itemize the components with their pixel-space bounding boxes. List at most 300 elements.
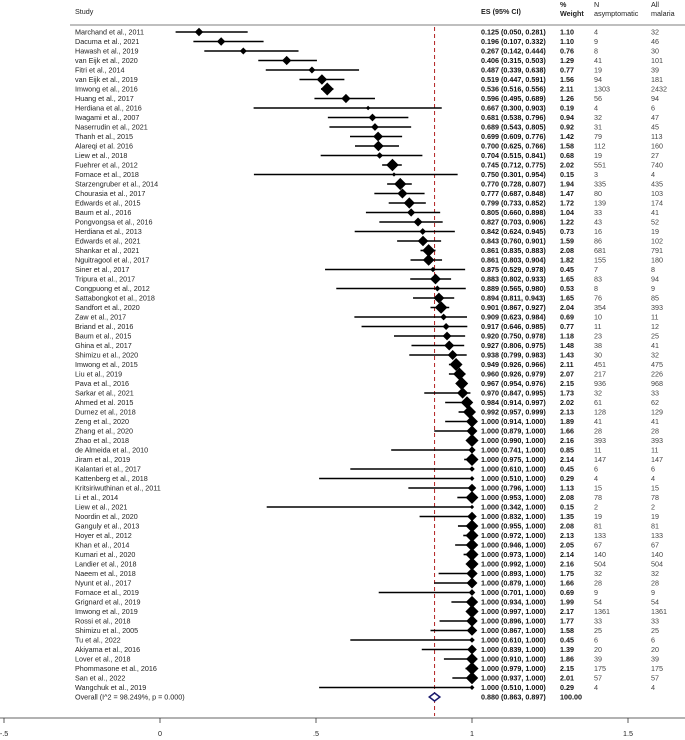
n-asymptomatic: 2 (594, 502, 598, 512)
study-row (75, 427, 659, 436)
all-malaria: 1361 (651, 607, 667, 616)
all-malaria: 19 (651, 227, 659, 236)
weight: 1.86 (560, 654, 574, 664)
effect-size: 1.000 (0.741, 1.000) (481, 445, 546, 455)
n-asymptomatic: 7 (594, 265, 598, 274)
n-asymptomatic: 1303 (594, 84, 610, 94)
study-name: Noordin et al., 2020 (75, 512, 138, 521)
all-malaria: 147 (651, 455, 663, 464)
study-name: Pava et al., 2016 (75, 379, 129, 388)
all-malaria: 39 (651, 654, 659, 664)
study-name: Fitri et al., 2014 (75, 65, 125, 75)
study-row (75, 484, 659, 493)
effect-size: 1.000 (0.610, 1.000) (481, 635, 546, 645)
weight: 0.77 (560, 322, 574, 331)
point-estimate-marker (308, 67, 315, 74)
study-name: Starzengruber et al., 2014 (75, 179, 159, 189)
weight: 2.13 (560, 407, 574, 417)
weight: 2.08 (560, 246, 574, 255)
study-name: San et al., 2022 (75, 673, 126, 683)
n-asymptomatic: 86 (594, 236, 602, 246)
all-malaria: 4 (651, 474, 655, 483)
point-estimate-marker (466, 672, 478, 684)
effect-size: 0.909 (0.623, 0.984) (481, 312, 546, 322)
effect-size: 1.000 (0.510, 1.000) (481, 474, 546, 483)
all-malaria: 103 (651, 189, 663, 198)
study-name: Shimizu et al., 2020 (75, 350, 139, 360)
all-malaria: 8 (651, 265, 655, 274)
all-malaria: 41 (651, 341, 659, 350)
point-estimate-marker (467, 625, 478, 636)
weight: 1.72 (560, 198, 574, 208)
x-tick-label: 1 (470, 729, 474, 738)
study-name: Imwong et al., 2015 (75, 360, 138, 369)
all-malaria: 475 (651, 360, 663, 369)
all-malaria: 791 (651, 246, 663, 255)
study-name: Ganguly et al., 2013 (75, 521, 140, 531)
point-estimate-marker (394, 178, 406, 190)
effect-size: 1.000 (0.893, 1.000) (481, 569, 546, 578)
effect-size: 0.519 (0.447, 0.591) (481, 75, 546, 84)
effect-size: 0.770 (0.728, 0.807) (481, 179, 546, 189)
point-estimate-marker (341, 94, 350, 103)
effect-size: 1.000 (0.879, 1.000) (481, 426, 546, 436)
all-malaria: 32 (651, 350, 659, 360)
effect-size: 0.875 (0.529, 0.978) (481, 265, 546, 274)
study-name: Liu et al., 2019 (75, 369, 123, 379)
weight: 0.92 (560, 122, 574, 132)
n-asymptomatic: 1361 (594, 607, 610, 616)
study-name: Naserrudin et al., 2021 (75, 122, 148, 132)
all-malaria: 28 (651, 578, 659, 588)
study-name: Chourasia et al., 2017 (75, 189, 146, 198)
effect-size: 0.970 (0.847, 0.995) (481, 388, 546, 398)
effect-size: 0.920 (0.750, 0.978) (481, 331, 546, 341)
n-asymptomatic: 9 (594, 37, 598, 46)
study-name: Imwong et al., 2019 (75, 607, 138, 616)
point-estimate-marker (392, 172, 396, 176)
effect-size: 0.704 (0.515, 0.841) (481, 151, 546, 160)
weight: 0.29 (560, 683, 574, 692)
study-row (75, 370, 663, 379)
n-asymptomatic: 11 (594, 445, 602, 455)
all-malaria: 174 (651, 198, 663, 208)
n-asymptomatic: 23 (594, 331, 602, 341)
study-name: Zhao et al., 2018 (75, 436, 129, 445)
all-malaria: 11 (651, 445, 659, 455)
n-asymptomatic: 39 (594, 654, 602, 664)
study-name: Nyunt et al., 2017 (75, 578, 132, 588)
point-estimate-marker (240, 48, 247, 55)
study-row (75, 417, 659, 426)
all-malaria: 175 (651, 664, 663, 673)
weight: 0.94 (560, 113, 574, 122)
point-estimate-marker (466, 491, 479, 504)
weight: 1.42 (560, 132, 574, 141)
all-malaria: 54 (651, 597, 659, 607)
study-name: Marchand et al., 2011 (75, 27, 144, 37)
weight: 2.04 (560, 303, 574, 312)
weight: 1.66 (560, 426, 574, 436)
weight: 1.18 (560, 331, 574, 341)
n-asymptomatic: 8 (594, 284, 598, 293)
n-asymptomatic: 81 (594, 521, 602, 531)
all-malaria: 57 (651, 673, 659, 683)
study-row (75, 645, 659, 654)
point-estimate-marker (373, 132, 383, 142)
all-malaria: 101 (651, 56, 663, 65)
all-malaria: 46 (651, 37, 659, 46)
study-row (75, 598, 659, 607)
overall-row (75, 693, 582, 702)
all-malaria: 78 (651, 493, 659, 502)
all-malaria: 435 (651, 179, 663, 189)
weight: 1.47 (560, 189, 574, 198)
effect-size: 1.000 (0.342, 1.000) (481, 502, 546, 512)
weight: 1.22 (560, 217, 574, 227)
header-n-1: N (594, 0, 600, 9)
study-name: Zaw et al., 2017 (75, 312, 127, 322)
effect-size: 0.689 (0.543, 0.805) (481, 122, 546, 132)
study-name: Nguitragool et al., 2017 (75, 255, 150, 265)
n-asymptomatic: 4 (594, 683, 598, 692)
n-asymptomatic: 335 (594, 179, 606, 189)
study-name: Sattabongkot et al., 2018 (75, 293, 155, 303)
effect-size: 0.992 (0.957, 0.999) (481, 407, 546, 417)
study-name: Ghina et al., 2017 (75, 341, 132, 350)
weight: 1.56 (560, 75, 574, 84)
study-name: Lover et al., 2018 (75, 654, 131, 664)
all-malaria: 33 (651, 388, 659, 398)
n-asymptomatic: 28 (594, 426, 602, 436)
study-name: Hoyer et al., 2012 (75, 531, 132, 540)
study-row (75, 332, 659, 341)
effect-size: 1.000 (0.910, 1.000) (481, 654, 546, 664)
point-estimate-marker (469, 589, 476, 596)
study-name: Durnez et al., 2018 (75, 407, 136, 417)
n-asymptomatic: 128 (594, 407, 606, 417)
all-malaria: 39 (651, 65, 659, 75)
study-name: Khan et al., 2014 (75, 540, 130, 550)
point-estimate-marker (407, 208, 415, 216)
study-name: Fuehrer et al., 2012 (75, 160, 138, 170)
n-asymptomatic: 41 (594, 56, 602, 65)
effect-size: 0.861 (0.835, 0.883) (481, 246, 546, 255)
n-asymptomatic: 393 (594, 436, 606, 445)
overall-effect-size: 0.880 (0.863, 0.897) (481, 692, 546, 702)
n-asymptomatic: 19 (594, 65, 602, 75)
study-row (75, 199, 663, 208)
all-malaria: 11 (651, 312, 659, 322)
point-estimate-marker (470, 476, 475, 481)
study-row (75, 493, 659, 502)
point-estimate-marker (444, 340, 454, 350)
weight: 2.02 (560, 160, 574, 170)
effect-size: 0.536 (0.516, 0.556) (481, 84, 546, 94)
weight: 1.26 (560, 94, 574, 103)
effect-size: 0.700 (0.625, 0.766) (481, 141, 546, 151)
study-row (75, 85, 667, 94)
point-estimate-marker (418, 236, 429, 247)
effect-size: 1.000 (0.997, 1.000) (481, 607, 546, 616)
all-malaria: 6 (651, 635, 655, 645)
effect-size: 0.927 (0.806, 0.975) (481, 341, 546, 350)
study-name: Edwards et al., 2021 (75, 236, 141, 246)
all-malaria: 393 (651, 303, 663, 312)
n-asymptomatic: 4 (594, 27, 598, 37)
study-row (75, 37, 659, 46)
all-malaria: 20 (651, 645, 659, 654)
all-malaria: 19 (651, 512, 659, 521)
n-asymptomatic: 41 (594, 417, 602, 426)
point-estimate-marker (463, 406, 476, 419)
study-row (75, 389, 659, 398)
weight: 1.48 (560, 341, 574, 350)
study-name: Herdiana et al., 2013 (75, 227, 142, 236)
all-malaria: 226 (651, 369, 663, 379)
study-row (75, 351, 659, 360)
weight: 1.29 (560, 56, 574, 65)
study-name: Sandfort et al., 2020 (75, 303, 140, 312)
all-malaria: 32 (651, 569, 659, 578)
all-malaria: 160 (651, 141, 663, 151)
n-asymptomatic: 4 (594, 474, 598, 483)
header-weight-1: % (560, 0, 567, 9)
n-asymptomatic: 78 (594, 493, 602, 502)
effect-size: 1.000 (0.953, 1.000) (481, 493, 546, 502)
n-asymptomatic: 175 (594, 664, 606, 673)
weight: 0.45 (560, 265, 574, 274)
effect-size: 1.000 (0.867, 1.000) (481, 626, 546, 635)
effect-size: 0.889 (0.565, 0.980) (481, 284, 546, 293)
weight: 2.16 (560, 436, 574, 445)
overall-weight: 100.00 (560, 692, 582, 702)
point-estimate-marker (373, 141, 384, 152)
all-malaria: 32 (651, 27, 659, 37)
n-asymptomatic: 32 (594, 569, 602, 578)
weight: 2.11 (560, 84, 574, 94)
weight: 2.05 (560, 540, 574, 550)
n-asymptomatic: 61 (594, 398, 602, 407)
study-name: Imwong et al., 2016 (75, 84, 138, 94)
n-asymptomatic: 112 (594, 141, 606, 151)
effect-size: 1.000 (0.701, 1.000) (481, 588, 546, 597)
weight: 2.15 (560, 379, 574, 388)
all-malaria: 41 (651, 208, 659, 217)
point-estimate-marker (386, 159, 398, 171)
study-name: Tripura et al., 2017 (75, 274, 136, 284)
study-name: Baum et al., 2016 (75, 208, 132, 217)
study-name: Zeng et al., 2020 (75, 417, 129, 426)
n-asymptomatic: 217 (594, 369, 606, 379)
effect-size: 0.799 (0.733, 0.852) (481, 198, 546, 208)
header-study: Study (75, 7, 94, 16)
study-row (75, 379, 663, 388)
point-estimate-marker (466, 615, 477, 626)
effect-size: 1.000 (0.975, 1.000) (481, 455, 546, 464)
point-estimate-marker (443, 332, 452, 341)
weight: 2.11 (560, 360, 574, 369)
overall-label: Overall (I^2 = 98.249%, p = 0.000) (75, 692, 185, 702)
effect-size: 0.917 (0.646, 0.985) (481, 322, 546, 331)
n-asymptomatic: 79 (594, 132, 602, 141)
weight: 1.39 (560, 645, 574, 654)
point-estimate-marker (414, 218, 423, 227)
all-malaria: 12 (651, 322, 659, 331)
study-row (75, 189, 663, 198)
study-row (75, 541, 659, 550)
study-name: Fornace et al., 2018 (75, 170, 139, 179)
study-name: Baum et al., 2015 (75, 331, 132, 341)
weight: 1.73 (560, 388, 574, 398)
weight: 1.75 (560, 569, 574, 578)
point-estimate-marker (217, 37, 225, 45)
effect-size: 1.000 (0.914, 1.000) (481, 417, 546, 426)
effect-size: 1.000 (0.832, 1.000) (481, 512, 546, 521)
effect-size: 0.699 (0.609, 0.776) (481, 132, 546, 141)
point-estimate-marker (195, 28, 203, 36)
point-estimate-marker (470, 685, 475, 690)
weight: 1.66 (560, 578, 574, 588)
all-malaria: 504 (651, 559, 663, 569)
effect-size: 0.487 (0.339, 0.638) (481, 65, 546, 75)
study-row (75, 161, 663, 170)
point-estimate-marker (282, 56, 291, 65)
n-asymptomatic: 80 (594, 189, 602, 198)
point-estimate-marker (468, 484, 477, 493)
n-asymptomatic: 147 (594, 455, 606, 464)
n-asymptomatic: 504 (594, 559, 606, 569)
n-asymptomatic: 32 (594, 388, 602, 398)
point-estimate-marker (434, 286, 440, 292)
point-estimate-marker (465, 434, 478, 447)
point-estimate-marker (419, 228, 426, 235)
weight: 0.85 (560, 445, 574, 455)
weight: 1.82 (560, 255, 574, 265)
effect-size: 0.827 (0.703, 0.906) (481, 217, 546, 227)
study-name: Rossi et al., 2018 (75, 616, 131, 626)
n-asymptomatic: 54 (594, 597, 602, 607)
study-row (75, 522, 659, 531)
all-malaria: 41 (651, 417, 659, 426)
study-row (75, 408, 663, 417)
all-malaria: 6 (651, 464, 655, 474)
effect-size: 1.000 (0.955, 1.000) (481, 521, 546, 531)
point-estimate-marker (397, 188, 407, 198)
n-asymptomatic: 19 (594, 512, 602, 521)
effect-size: 0.984 (0.914, 0.997) (481, 398, 546, 407)
weight: 0.76 (560, 46, 574, 56)
effect-size: 0.883 (0.802, 0.933) (481, 274, 546, 284)
n-asymptomatic: 76 (594, 293, 602, 303)
point-estimate-marker (440, 314, 447, 321)
study-row (75, 28, 659, 37)
n-asymptomatic: 6 (594, 464, 598, 474)
all-malaria: 47 (651, 113, 659, 122)
effect-size: 1.000 (0.937, 1.000) (481, 673, 546, 683)
n-asymptomatic: 133 (594, 531, 606, 540)
all-malaria: 133 (651, 531, 663, 540)
effect-size: 0.901 (0.867, 0.927) (481, 303, 546, 312)
n-asymptomatic: 57 (594, 673, 602, 683)
study-row (75, 56, 663, 65)
study-name: Congpuong et al., 2012 (75, 284, 150, 293)
n-asymptomatic: 10 (594, 312, 602, 322)
study-name: Siner et al., 2017 (75, 265, 130, 274)
n-asymptomatic: 43 (594, 217, 602, 227)
n-asymptomatic: 551 (594, 160, 606, 170)
point-estimate-marker (465, 453, 478, 466)
all-malaria: 33 (651, 616, 659, 626)
point-estimate-marker (369, 114, 377, 122)
weight: 1.59 (560, 236, 574, 246)
weight: 2.14 (560, 455, 574, 464)
n-asymptomatic: 32 (594, 113, 602, 122)
study-name: Wangchuk et al., 2019 (75, 683, 147, 692)
weight: 0.45 (560, 464, 574, 474)
study-name: Sarkar et al., 2021 (75, 388, 134, 398)
weight: 0.69 (560, 312, 574, 322)
point-estimate-marker (430, 274, 441, 285)
study-row (75, 218, 659, 227)
all-malaria: 45 (651, 122, 659, 132)
study-name: van Eijk et al., 2020 (75, 56, 138, 65)
weight: 0.29 (560, 474, 574, 483)
effect-size: 0.267 (0.142, 0.444) (481, 46, 546, 56)
effect-size: 1.000 (0.510, 1.000) (481, 683, 546, 692)
weight: 0.77 (560, 65, 574, 75)
effect-size: 0.777 (0.687, 0.848) (481, 189, 546, 198)
study-name: Fornace et al., 2019 (75, 588, 139, 597)
x-tick-label: 0 (158, 729, 162, 738)
study-row (75, 531, 663, 540)
all-malaria: 94 (651, 94, 659, 103)
study-name: Thanh et al., 2015 (75, 132, 133, 141)
weight: 2.15 (560, 664, 574, 673)
study-name: Edwards et al., 2015 (75, 198, 141, 208)
study-name: van Eijk et al., 2019 (75, 75, 138, 84)
study-row (75, 626, 659, 635)
n-asymptomatic: 25 (594, 626, 602, 635)
study-name: Zhang et al., 2020 (75, 426, 133, 436)
n-asymptomatic: 28 (594, 578, 602, 588)
study-name: Herdiana et al., 2016 (75, 103, 142, 113)
all-malaria: 30 (651, 46, 659, 56)
x-tick-label: 1.5 (623, 729, 633, 738)
weight: 2.01 (560, 673, 574, 683)
all-malaria: 6 (651, 103, 655, 113)
all-malaria: 113 (651, 132, 663, 141)
n-asymptomatic: 354 (594, 303, 606, 312)
weight: 1.43 (560, 350, 574, 360)
n-asymptomatic: 140 (594, 550, 606, 559)
effect-size: 1.000 (0.896, 1.000) (481, 616, 546, 626)
weight: 0.73 (560, 227, 574, 236)
study-name: Kalantari et al., 2017 (75, 464, 141, 474)
study-name: Huang et al., 2017 (75, 94, 134, 103)
effect-size: 0.750 (0.301, 0.954) (481, 170, 546, 179)
point-estimate-marker (321, 83, 334, 96)
weight: 0.15 (560, 170, 574, 179)
study-row (75, 360, 663, 369)
effect-size: 0.805 (0.660, 0.898) (481, 208, 546, 217)
study-name: Li et al., 2014 (75, 493, 119, 502)
header-all-2: malaria (651, 9, 675, 18)
study-row (75, 180, 663, 189)
effect-size: 0.843 (0.760, 0.901) (481, 236, 546, 246)
point-estimate-marker (423, 254, 435, 266)
effect-size: 0.960 (0.926, 0.979) (481, 369, 546, 379)
